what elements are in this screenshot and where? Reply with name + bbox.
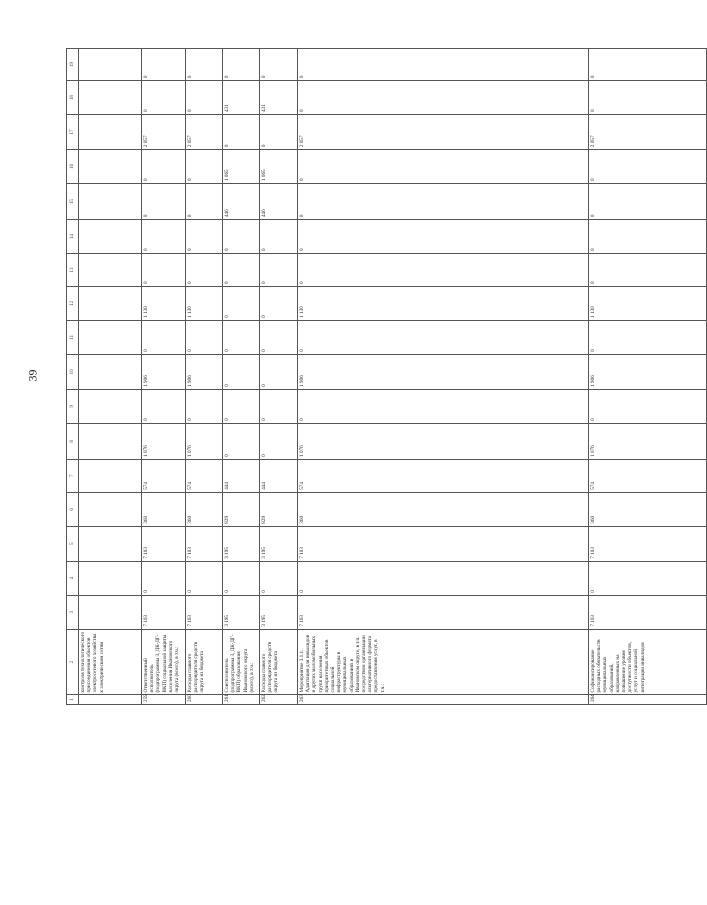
- value-cell: [79, 561, 142, 595]
- value-cell: 0: [589, 561, 707, 595]
- value-cell: 0: [298, 150, 589, 184]
- value-cell: 0: [186, 220, 223, 254]
- value-cell: 0: [298, 389, 589, 423]
- value-cell: 2 057: [589, 115, 707, 150]
- value-cell: 444: [260, 459, 298, 492]
- value-cell: 0: [142, 220, 186, 254]
- row-number-cell: 259: [142, 695, 186, 705]
- value-cell: 431: [223, 81, 260, 115]
- value-cell: [79, 286, 142, 320]
- value-cell: [79, 354, 142, 389]
- value-cell: 0: [223, 49, 260, 81]
- column-number-cell: 11: [67, 320, 79, 354]
- value-cell: 360: [589, 492, 707, 526]
- value-cell: 0: [223, 286, 260, 320]
- value-cell: 0: [186, 150, 223, 184]
- column-number-cell: 13: [67, 254, 79, 287]
- value-cell: 7 103: [589, 595, 707, 629]
- page-number: 39: [25, 369, 40, 382]
- value-cell: 0: [298, 254, 589, 287]
- value-cell: 829: [260, 492, 298, 526]
- value-cell: 2 057: [298, 115, 589, 150]
- value-cell: 1 130: [186, 286, 223, 320]
- table-rotation: [66, 48, 646, 705]
- value-cell: 7 103: [298, 526, 589, 561]
- value-cell: 7 103: [142, 526, 186, 561]
- value-cell: 0: [142, 49, 186, 81]
- row-number-cell: 263: [298, 695, 589, 705]
- value-cell: 0: [223, 320, 260, 354]
- value-cell: 446: [260, 184, 298, 220]
- value-cell: 1 065: [260, 150, 298, 184]
- description-cell: Расходы главного распорядителя средств округа из бюджета: [186, 629, 223, 695]
- description-cell: Софинансирование расходных обязательств муниципальных образований, направленных на повышение уровня доступности объектов, услуг и социальной интеграции инвалидов: [589, 629, 707, 695]
- value-cell: 3 195: [223, 526, 260, 561]
- table-header-row: [67, 49, 79, 705]
- value-cell: 7 103: [589, 526, 707, 561]
- value-cell: 360: [186, 492, 223, 526]
- value-cell: 1 906: [186, 354, 223, 389]
- value-cell: 0: [260, 389, 298, 423]
- value-cell: [79, 595, 142, 629]
- column-number-cell: 9: [67, 389, 79, 423]
- value-cell: 7 103: [142, 595, 186, 629]
- value-cell: 360: [142, 492, 186, 526]
- value-cell: 0: [223, 115, 260, 150]
- value-cell: [79, 492, 142, 526]
- description-cell: Мероприятие 3.1.1. Адаптация для инвалидов и других маломобильных групп населения приоритетных объектов социальной инфраструктуры в муниципальных образованиях в Ивановском округе, в т.ч. посредством организации альтернативного формата предоставления услуг, в т.ч.:: [298, 629, 589, 695]
- column-number-cell: 1: [67, 695, 79, 705]
- value-cell: 446: [223, 184, 260, 220]
- column-number-cell: 8: [67, 423, 79, 459]
- value-cell: 0: [223, 389, 260, 423]
- value-cell: 0: [298, 561, 589, 595]
- table-row: [79, 49, 142, 705]
- value-cell: 0: [260, 320, 298, 354]
- table-row: [142, 49, 186, 705]
- value-cell: [79, 254, 142, 287]
- value-cell: 0: [589, 389, 707, 423]
- value-cell: 0: [186, 49, 223, 81]
- value-cell: 360: [298, 492, 589, 526]
- row-number-cell: 262: [260, 695, 298, 705]
- value-cell: 2 057: [142, 115, 186, 150]
- value-cell: 0: [298, 320, 589, 354]
- value-cell: 0: [142, 81, 186, 115]
- value-cell: 0: [260, 220, 298, 254]
- column-number-cell: 10: [67, 354, 79, 389]
- value-cell: [79, 150, 142, 184]
- value-cell: [79, 459, 142, 492]
- value-cell: 0: [142, 184, 186, 220]
- table-row: [223, 49, 260, 705]
- value-cell: 0: [589, 320, 707, 354]
- value-cell: 0: [260, 49, 298, 81]
- value-cell: 574: [186, 459, 223, 492]
- value-cell: 0: [260, 354, 298, 389]
- value-cell: [79, 115, 142, 150]
- value-cell: 3 195: [223, 595, 260, 629]
- value-cell: 2 057: [186, 115, 223, 150]
- value-cell: 431: [260, 81, 298, 115]
- column-number-cell: 14: [67, 220, 79, 254]
- value-cell: 0: [186, 81, 223, 115]
- value-cell: [79, 184, 142, 220]
- column-number-cell: 4: [67, 561, 79, 595]
- description-cell: Ответственный исполнитель (подпрограммы 3, ДК-ДГ-ВКП) социальной защиты населения Ивановского округа (всего), в т.ч.:: [142, 629, 186, 695]
- column-number-cell: 2: [67, 629, 79, 695]
- value-cell: 7 103: [186, 595, 223, 629]
- value-cell: 1 065: [223, 150, 260, 184]
- value-cell: 1 076: [589, 423, 707, 459]
- value-cell: 1 130: [589, 286, 707, 320]
- value-cell: 0: [186, 254, 223, 287]
- value-cell: 1 130: [298, 286, 589, 320]
- value-cell: 0: [298, 81, 589, 115]
- column-number-cell: 17: [67, 115, 79, 150]
- column-number-cell: 5: [67, 526, 79, 561]
- rotated-table-area: [66, 48, 646, 705]
- value-cell: 0: [142, 389, 186, 423]
- value-cell: 444: [223, 459, 260, 492]
- value-cell: 0: [223, 220, 260, 254]
- value-cell: 0: [260, 286, 298, 320]
- value-cell: 1 906: [142, 354, 186, 389]
- row-number-cell: 261: [223, 695, 260, 705]
- value-cell: 0: [298, 49, 589, 81]
- value-cell: 0: [589, 49, 707, 81]
- column-number-cell: 15: [67, 184, 79, 220]
- value-cell: 0: [589, 220, 707, 254]
- value-cell: 1 130: [142, 286, 186, 320]
- value-cell: 0: [142, 150, 186, 184]
- value-cell: 0: [142, 320, 186, 354]
- value-cell: [79, 81, 142, 115]
- value-cell: 3 195: [260, 526, 298, 561]
- table-row: [589, 49, 707, 705]
- value-cell: 829: [223, 492, 260, 526]
- value-cell: 7 103: [186, 526, 223, 561]
- value-cell: [79, 320, 142, 354]
- table-row: [298, 49, 589, 705]
- value-cell: 0: [298, 220, 589, 254]
- column-number-cell: 16: [67, 150, 79, 184]
- value-cell: 0: [223, 423, 260, 459]
- column-number-cell: 19: [67, 49, 79, 81]
- value-cell: 7 103: [298, 595, 589, 629]
- value-cell: 0: [142, 254, 186, 287]
- column-number-cell: 7: [67, 459, 79, 492]
- row-number-cell: [79, 695, 142, 705]
- value-cell: 3 195: [260, 595, 298, 629]
- value-cell: 0: [186, 561, 223, 595]
- budget-table: [66, 48, 707, 705]
- row-number-cell: 260: [186, 695, 223, 705]
- value-cell: 0: [260, 254, 298, 287]
- value-cell: 0: [298, 184, 589, 220]
- value-cell: 0: [260, 115, 298, 150]
- column-number-cell: 3: [67, 595, 79, 629]
- value-cell: 0: [186, 389, 223, 423]
- table-row: [260, 49, 298, 705]
- column-number-cell: 6: [67, 492, 79, 526]
- value-cell: [79, 220, 142, 254]
- value-cell: 1 076: [186, 423, 223, 459]
- value-cell: 0: [260, 423, 298, 459]
- value-cell: 0: [589, 81, 707, 115]
- value-cell: 0: [589, 184, 707, 220]
- value-cell: 1 906: [298, 354, 589, 389]
- value-cell: 0: [223, 354, 260, 389]
- value-cell: [79, 526, 142, 561]
- value-cell: 0: [223, 254, 260, 287]
- column-number-cell: 12: [67, 286, 79, 320]
- value-cell: 1 906: [589, 354, 707, 389]
- value-cell: 0: [260, 561, 298, 595]
- value-cell: 0: [223, 561, 260, 595]
- value-cell: [79, 49, 142, 81]
- value-cell: 1 076: [298, 423, 589, 459]
- column-number-cell: 18: [67, 81, 79, 115]
- value-cell: 0: [142, 561, 186, 595]
- value-cell: [79, 389, 142, 423]
- value-cell: 0: [186, 320, 223, 354]
- value-cell: [79, 423, 142, 459]
- table-row: [186, 49, 223, 705]
- value-cell: 0: [186, 184, 223, 220]
- value-cell: 0: [589, 150, 707, 184]
- value-cell: 574: [589, 459, 707, 492]
- value-cell: 1 076: [142, 423, 186, 459]
- description-cell: Соисполнитель (подпрограммы 3, ДК-ДГ-ВКП) образования Ивановского округа (всего), в т.ч.:: [223, 629, 260, 695]
- value-cell: 574: [298, 459, 589, 492]
- value-cell: 0: [589, 254, 707, 287]
- row-number-cell: 264: [589, 695, 707, 705]
- description-cell: Расходы главного распорядителя средств округа из бюджета: [260, 629, 298, 695]
- description-cell: контроля технологического присоединения объектов электросетевого хозяйства к электрическим сетям: [79, 629, 142, 695]
- value-cell: 574: [142, 459, 186, 492]
